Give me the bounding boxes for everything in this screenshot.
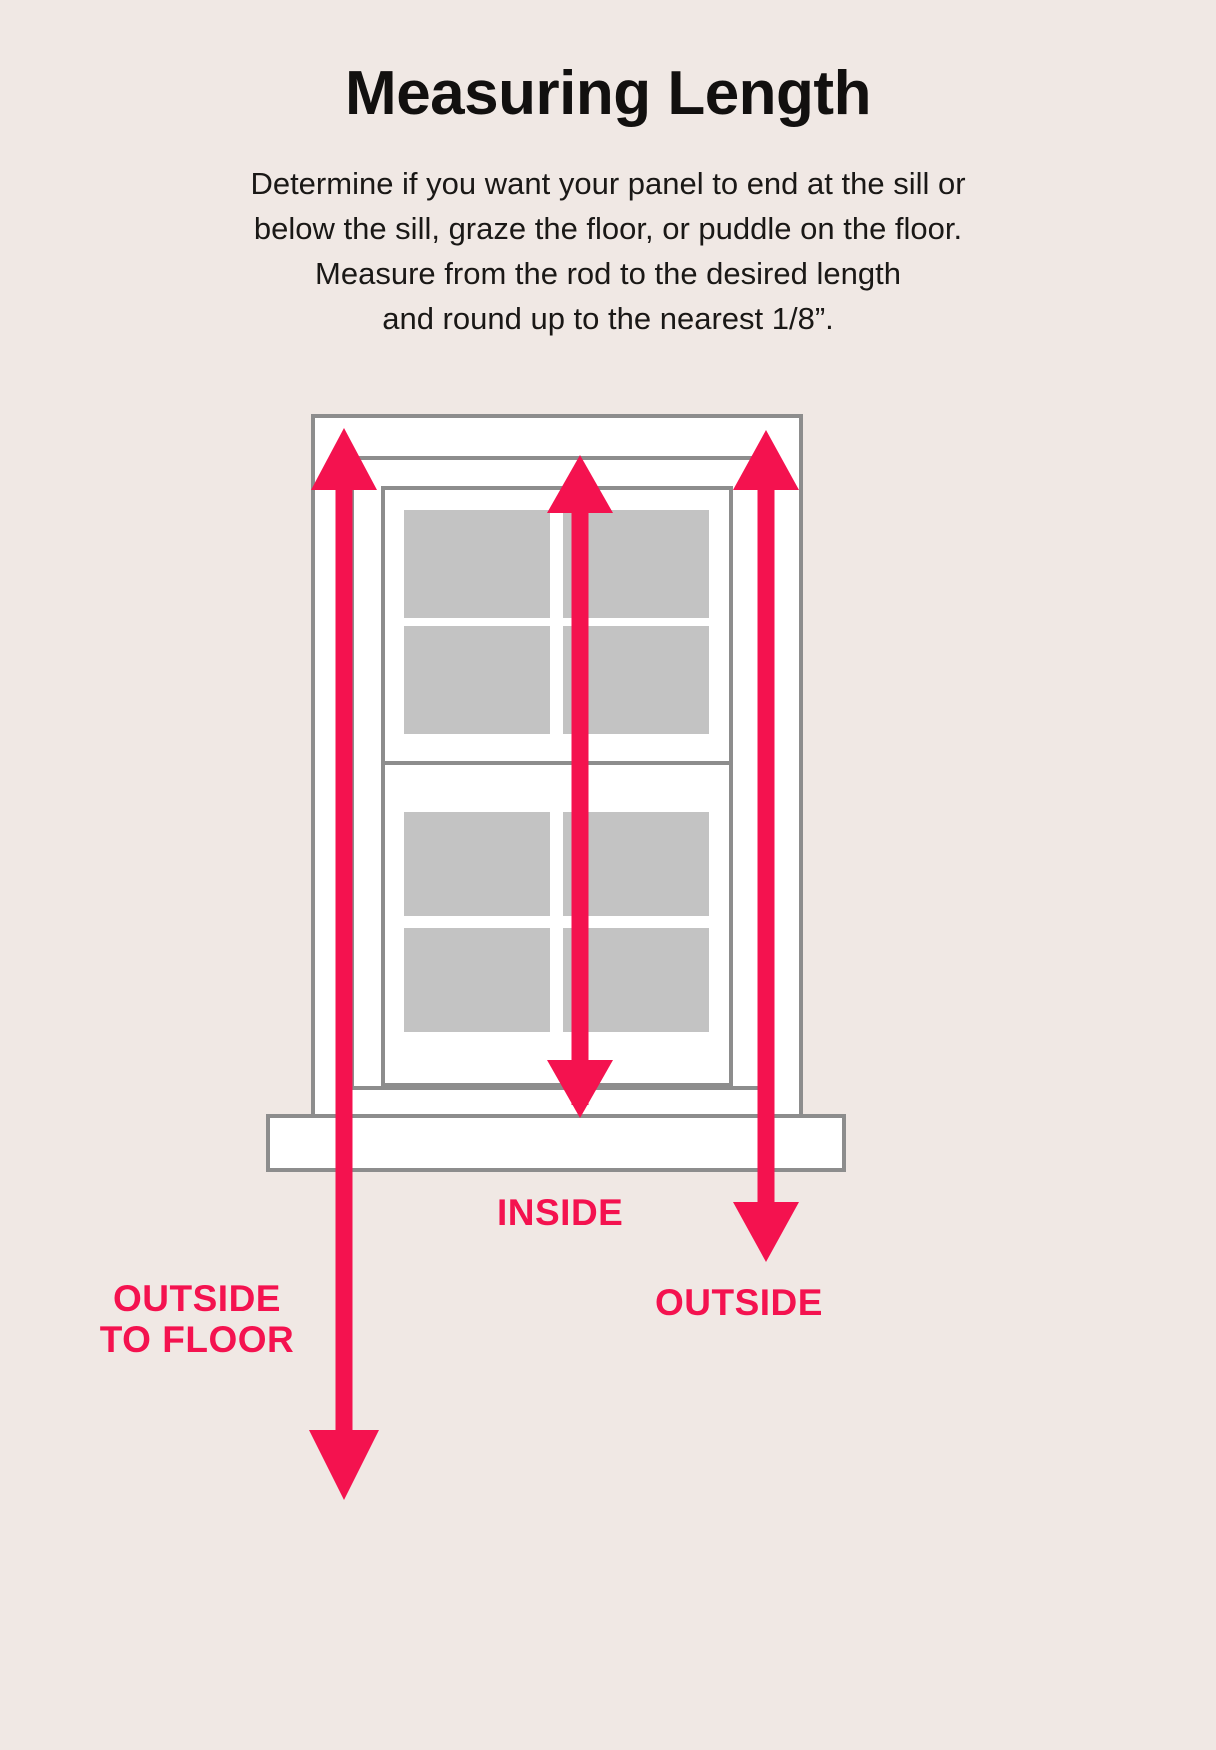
subtitle-line-1: Determine if you want your panel to end at the sill or bbox=[250, 166, 966, 201]
subtitle-line-3: Measure from the rod to the desired length bbox=[315, 255, 901, 291]
glass-pane-upper-left-2 bbox=[404, 626, 550, 734]
glass-pane-lower-left bbox=[404, 812, 550, 916]
subtitle-line-4: and round up to the nearest 1/8”. bbox=[382, 300, 834, 336]
subtitle-line-2: below the sill, graze the floor, or puddle on the floor. bbox=[253, 210, 963, 246]
label-outside-to-floor-line1: OUTSIDE bbox=[113, 1278, 281, 1319]
label-inside: INSIDE bbox=[497, 1192, 624, 1233]
glass-pane-lower-left-2 bbox=[404, 928, 550, 1032]
label-outside: OUTSIDE bbox=[655, 1282, 823, 1323]
lower-sash bbox=[383, 763, 731, 1085]
page-title: Measuring Length bbox=[345, 59, 871, 128]
label-outside-to-floor-line2: TO FLOOR bbox=[99, 1319, 295, 1361]
glass-pane-upper-left bbox=[404, 510, 550, 618]
